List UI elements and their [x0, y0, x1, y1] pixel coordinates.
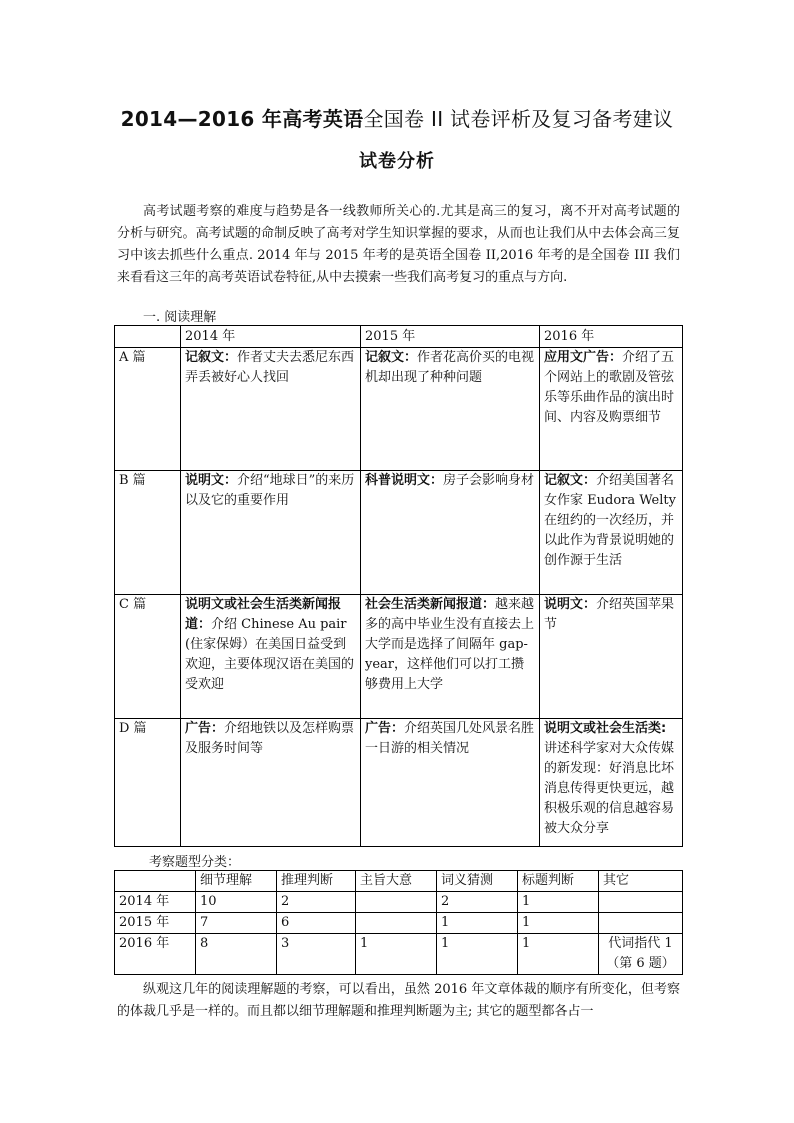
count-cell: [356, 892, 437, 913]
count-cell: 2: [277, 892, 356, 913]
genre-label: 说明文：: [544, 597, 597, 612]
table-cell: [361, 595, 540, 719]
genre-description: 房子会影响身材: [443, 473, 535, 488]
count-cell: [356, 913, 437, 934]
count-cell: [599, 892, 683, 913]
count-cell: 7: [196, 913, 277, 934]
table-cell: [540, 471, 683, 595]
count-cell: 1: [518, 892, 599, 913]
count-cell: 6: [277, 913, 356, 934]
table-cell: [361, 348, 540, 471]
table-header-row: [115, 326, 683, 348]
count-cell: 8: [196, 934, 277, 975]
table-cell: [540, 719, 683, 847]
genre-description: 作者丈夫去悉尼东西弄丢被好心人找回: [185, 350, 355, 385]
genre-description: 介绍地铁以及怎样购票及服务时间等: [185, 721, 355, 756]
closing-paragraph: [117, 979, 680, 1023]
title-part1: 2014—2016 年高考: [120, 107, 323, 131]
count-cell: 3: [277, 934, 356, 975]
count-cell: 1: [518, 934, 599, 975]
title-part2: 英语: [322, 107, 364, 131]
genre-description: 越来越多的高中毕业生没有直接去上大学而是选择了间隔年 gap-year，这样他们可以打工攒够费用上大学: [365, 597, 535, 692]
genre-label: 说明文：: [185, 473, 238, 488]
table-header-row: [115, 871, 683, 892]
page-subtitle: 试卷分析: [359, 151, 435, 172]
genre-description: 作者花高价买的电视机却出现了种种问题: [365, 350, 535, 385]
count-cell: 1: [437, 934, 518, 975]
genre-description: 介绍 Chinese Au pair(住家保姆）在美国日益受到欢迎，主要体现汉语在美国的受欢迎: [185, 617, 355, 692]
count-cell: 1: [356, 934, 437, 975]
section-heading-reading: 一. 阅读理解: [143, 310, 217, 325]
page-title: [0, 103, 794, 132]
header-cell-main-idea: 主旨大意: [356, 871, 437, 892]
genre-label: 说明文或社会生活类:: [544, 721, 667, 736]
row-label: D 篇: [115, 719, 181, 847]
header-cell-detail: 细节理解: [196, 871, 277, 892]
count-cell: 2: [437, 892, 518, 913]
table-cell: [181, 471, 361, 595]
genre-label: 科普说明文：: [365, 473, 444, 488]
genre-label: 记叙文：: [365, 350, 418, 365]
count-cell: 1: [518, 913, 599, 934]
genre-label: 记叙文：: [185, 350, 238, 365]
header-cell-empty: [115, 871, 196, 892]
table-cell: [181, 595, 361, 719]
count-cell: 1: [437, 913, 518, 934]
genre-description: 介绍英国几处风景名胜一日游的相关情况: [365, 721, 535, 756]
table-row: [115, 471, 683, 595]
count-cell: 10: [196, 892, 277, 913]
header-cell-2015: 2015 年: [361, 326, 540, 348]
row-label: B 篇: [115, 471, 181, 595]
genre-label: 广告：: [365, 721, 405, 736]
year-cell: 2014 年: [115, 892, 196, 913]
row-label: C 篇: [115, 595, 181, 719]
table-cell: [540, 595, 683, 719]
table-cell: [361, 719, 540, 847]
table-row: [115, 719, 683, 847]
table-row: [115, 913, 683, 934]
question-types-table: [114, 870, 683, 975]
table-cell: [361, 471, 540, 595]
header-cell-title: 标题判断: [518, 871, 599, 892]
genre-label: 广告：: [185, 721, 225, 736]
year-cell: 2015 年: [115, 913, 196, 934]
other-cell: 代词指代 1（第 6 题）: [599, 934, 683, 975]
genre-description: 介绍了五个网站上的歌剧及管弦乐等乐曲作品的演出时间、内容及购票细节: [544, 350, 675, 425]
reading-comprehension-table: [114, 325, 683, 847]
header-cell-other: 其它: [599, 871, 683, 892]
genre-description: 介绍美国著名女作家 Eudora Welty 在纽约的一次经历，并以此作为背景说明她的创作源于生活: [544, 473, 676, 568]
header-cell-inference: 推理判断: [277, 871, 356, 892]
genre-description: 讲述科学家对大众传媒的新发现：好消息比坏消息传得更快更远，越积极乐观的信息越容易被大众分享: [544, 741, 675, 836]
question-types-label: 考察题型分类：: [149, 855, 241, 870]
closing-text: 纵观这几年的阅读理解题的考察，可以看出，虽然 2016 年文章体裁的顺序有所变化，但考察的体裁几乎是一样的。而且都以细节理解题和推理判断题为主; 其它的题型都各占一: [117, 982, 680, 1019]
count-cell: [599, 913, 683, 934]
table-row: [115, 934, 683, 975]
title-part3: 全国卷 II 试卷评析及复习备考建议: [363, 107, 674, 131]
header-cell-2016: 2016 年: [540, 326, 683, 348]
genre-description: 介绍英国苹果节: [544, 597, 675, 632]
header-cell-2014: 2014 年: [181, 326, 361, 348]
header-cell-empty: [115, 326, 181, 348]
row-label: A 篇: [115, 348, 181, 471]
genre-label: 社会生活类新闻报道：: [365, 597, 496, 612]
header-cell-word-meaning: 词义猜测: [437, 871, 518, 892]
table-row: [115, 892, 683, 913]
table-row: [115, 348, 683, 471]
genre-description: 介绍“地球日”的来历以及它的重要作用: [185, 473, 355, 508]
table-cell: [181, 348, 361, 471]
table-cell: [181, 719, 361, 847]
genre-label: 记叙文：: [544, 473, 597, 488]
year-cell: 2016 年: [115, 934, 196, 975]
intro-text: 高考试题考察的难度与趋势是各一线教师所关心的.尤其是高三的复习，离不开对高考试题的分析与研究。高考试题的命制反映了高考对学生知识掌握的要求，从而也让我们从中去体会高三复习中该去抓些什么重点. 2014 年与 2015 年考的是英语全国卷 II,2016 年考的是全国卷 III 我们来看看这三年的高考英语试卷特征,从中去摸索一些我们高考复习的重点与方向.: [117, 204, 680, 285]
genre-label: 应用文广告：: [544, 350, 623, 365]
genre-label: 说明文或社会生活类新闻报道：: [185, 597, 342, 632]
intro-paragraph: [117, 201, 680, 289]
table-cell: [540, 348, 683, 471]
table-row: [115, 595, 683, 719]
